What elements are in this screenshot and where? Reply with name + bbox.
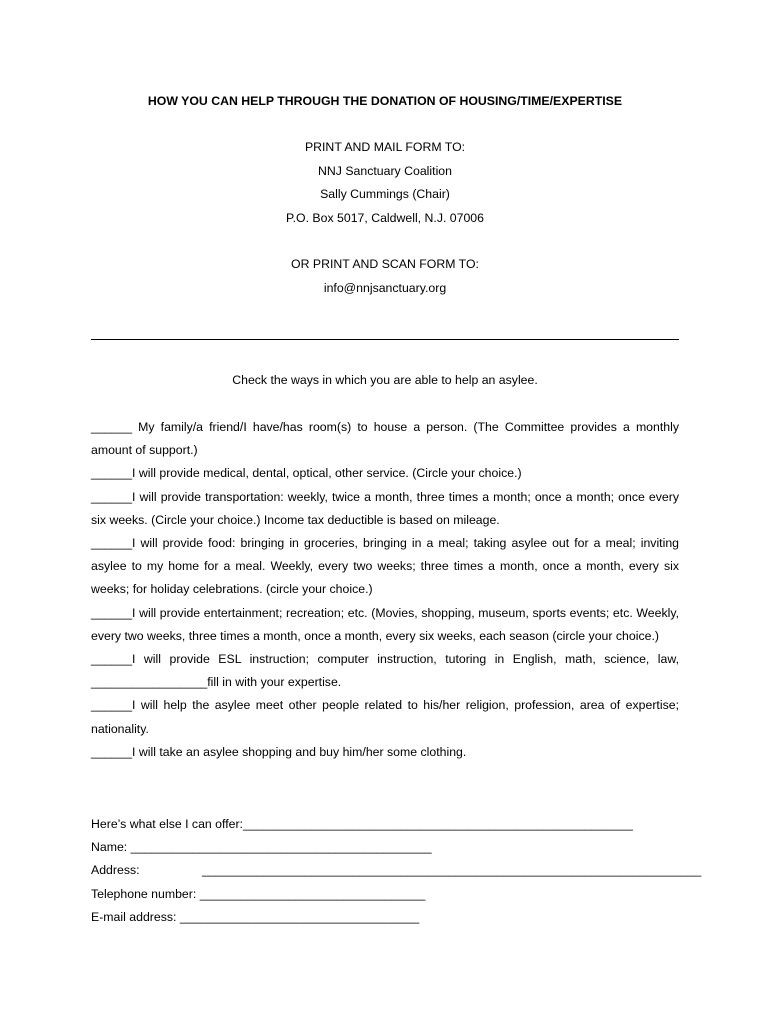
mail-org: NNJ Sanctuary Coalition <box>318 163 452 178</box>
address-line[interactable]: _________________________________________________________________________ <box>202 863 702 878</box>
option-food[interactable]: ______I will provide food: bringing in groceries, bringing in a meal; taking asylee out for a meal; inviting asylee to my home for a meal. Weekly, every two weeks; three times a month, once a month, every six weeks; for holiday celebrations. (circle your choice.) <box>91 536 679 597</box>
phone-field[interactable]: Telephone number: _________________________________ <box>91 886 426 901</box>
scan-email: info@nnjsanctuary.org <box>323 280 447 295</box>
option-medical[interactable]: ______I will provide medical, dental, optical, other service. (Circle your choice.) <box>91 466 522 481</box>
name-field[interactable]: Name: ____________________________________________ <box>91 840 432 855</box>
divider <box>91 339 679 340</box>
option-shopping[interactable]: ______I will take an asylee shopping and buy him/her some clothing. <box>91 744 467 759</box>
email-field[interactable]: E-mail address: ___________________________________ <box>91 909 420 924</box>
page-title: HOW YOU CAN HELP THROUGH THE DONATION OF HOUSING/TIME/EXPERTISE <box>147 94 623 108</box>
option-entertainment[interactable]: ______I will provide entertainment; recreation; etc. (Movies, shopping, museum, sports events; etc. Weekly, every two weeks, three times a month, once a month, every six weeks, each season (circle your choice.) <box>91 605 679 643</box>
option-instruction[interactable]: ______I will provide ESL instruction; computer instruction, tutoring in English, math, science, law, _________________fill in with your expertise. <box>91 652 679 690</box>
intro-text: Check the ways in which you are able to help an asylee. <box>232 373 538 387</box>
scan-instructions <box>0 253 770 300</box>
help-options-list <box>91 416 679 764</box>
option-housing[interactable]: ______ My family/a friend/I have/has room(s) to house a person. (The Committee provides a monthly amount of support.) <box>91 420 679 458</box>
address-field[interactable] <box>91 859 702 882</box>
option-transportation[interactable]: ______I will provide transportation: weekly, twice a month, three times a month; once a month; once every six weeks. (Circle your choice.) Income tax deductible is based on mileage. <box>91 489 679 527</box>
option-social[interactable]: ______I will help the asylee meet other people related to his/her religion, profession, area of expertise; nationality. <box>91 698 679 736</box>
mail-contact: Sally Cummings (Chair) <box>320 187 450 201</box>
contact-fields <box>91 813 702 929</box>
address-label: Address: <box>91 863 140 878</box>
mail-heading: PRINT AND MAIL FORM TO: <box>304 140 466 154</box>
mail-address: P.O. Box 5017, Caldwell, N.J. 07006 <box>285 210 484 225</box>
offer-field[interactable]: Here’s what else I can offer:_________________________________________________________ <box>91 817 633 831</box>
mail-instructions <box>0 136 770 230</box>
scan-heading: OR PRINT AND SCAN FORM TO: <box>291 257 479 271</box>
